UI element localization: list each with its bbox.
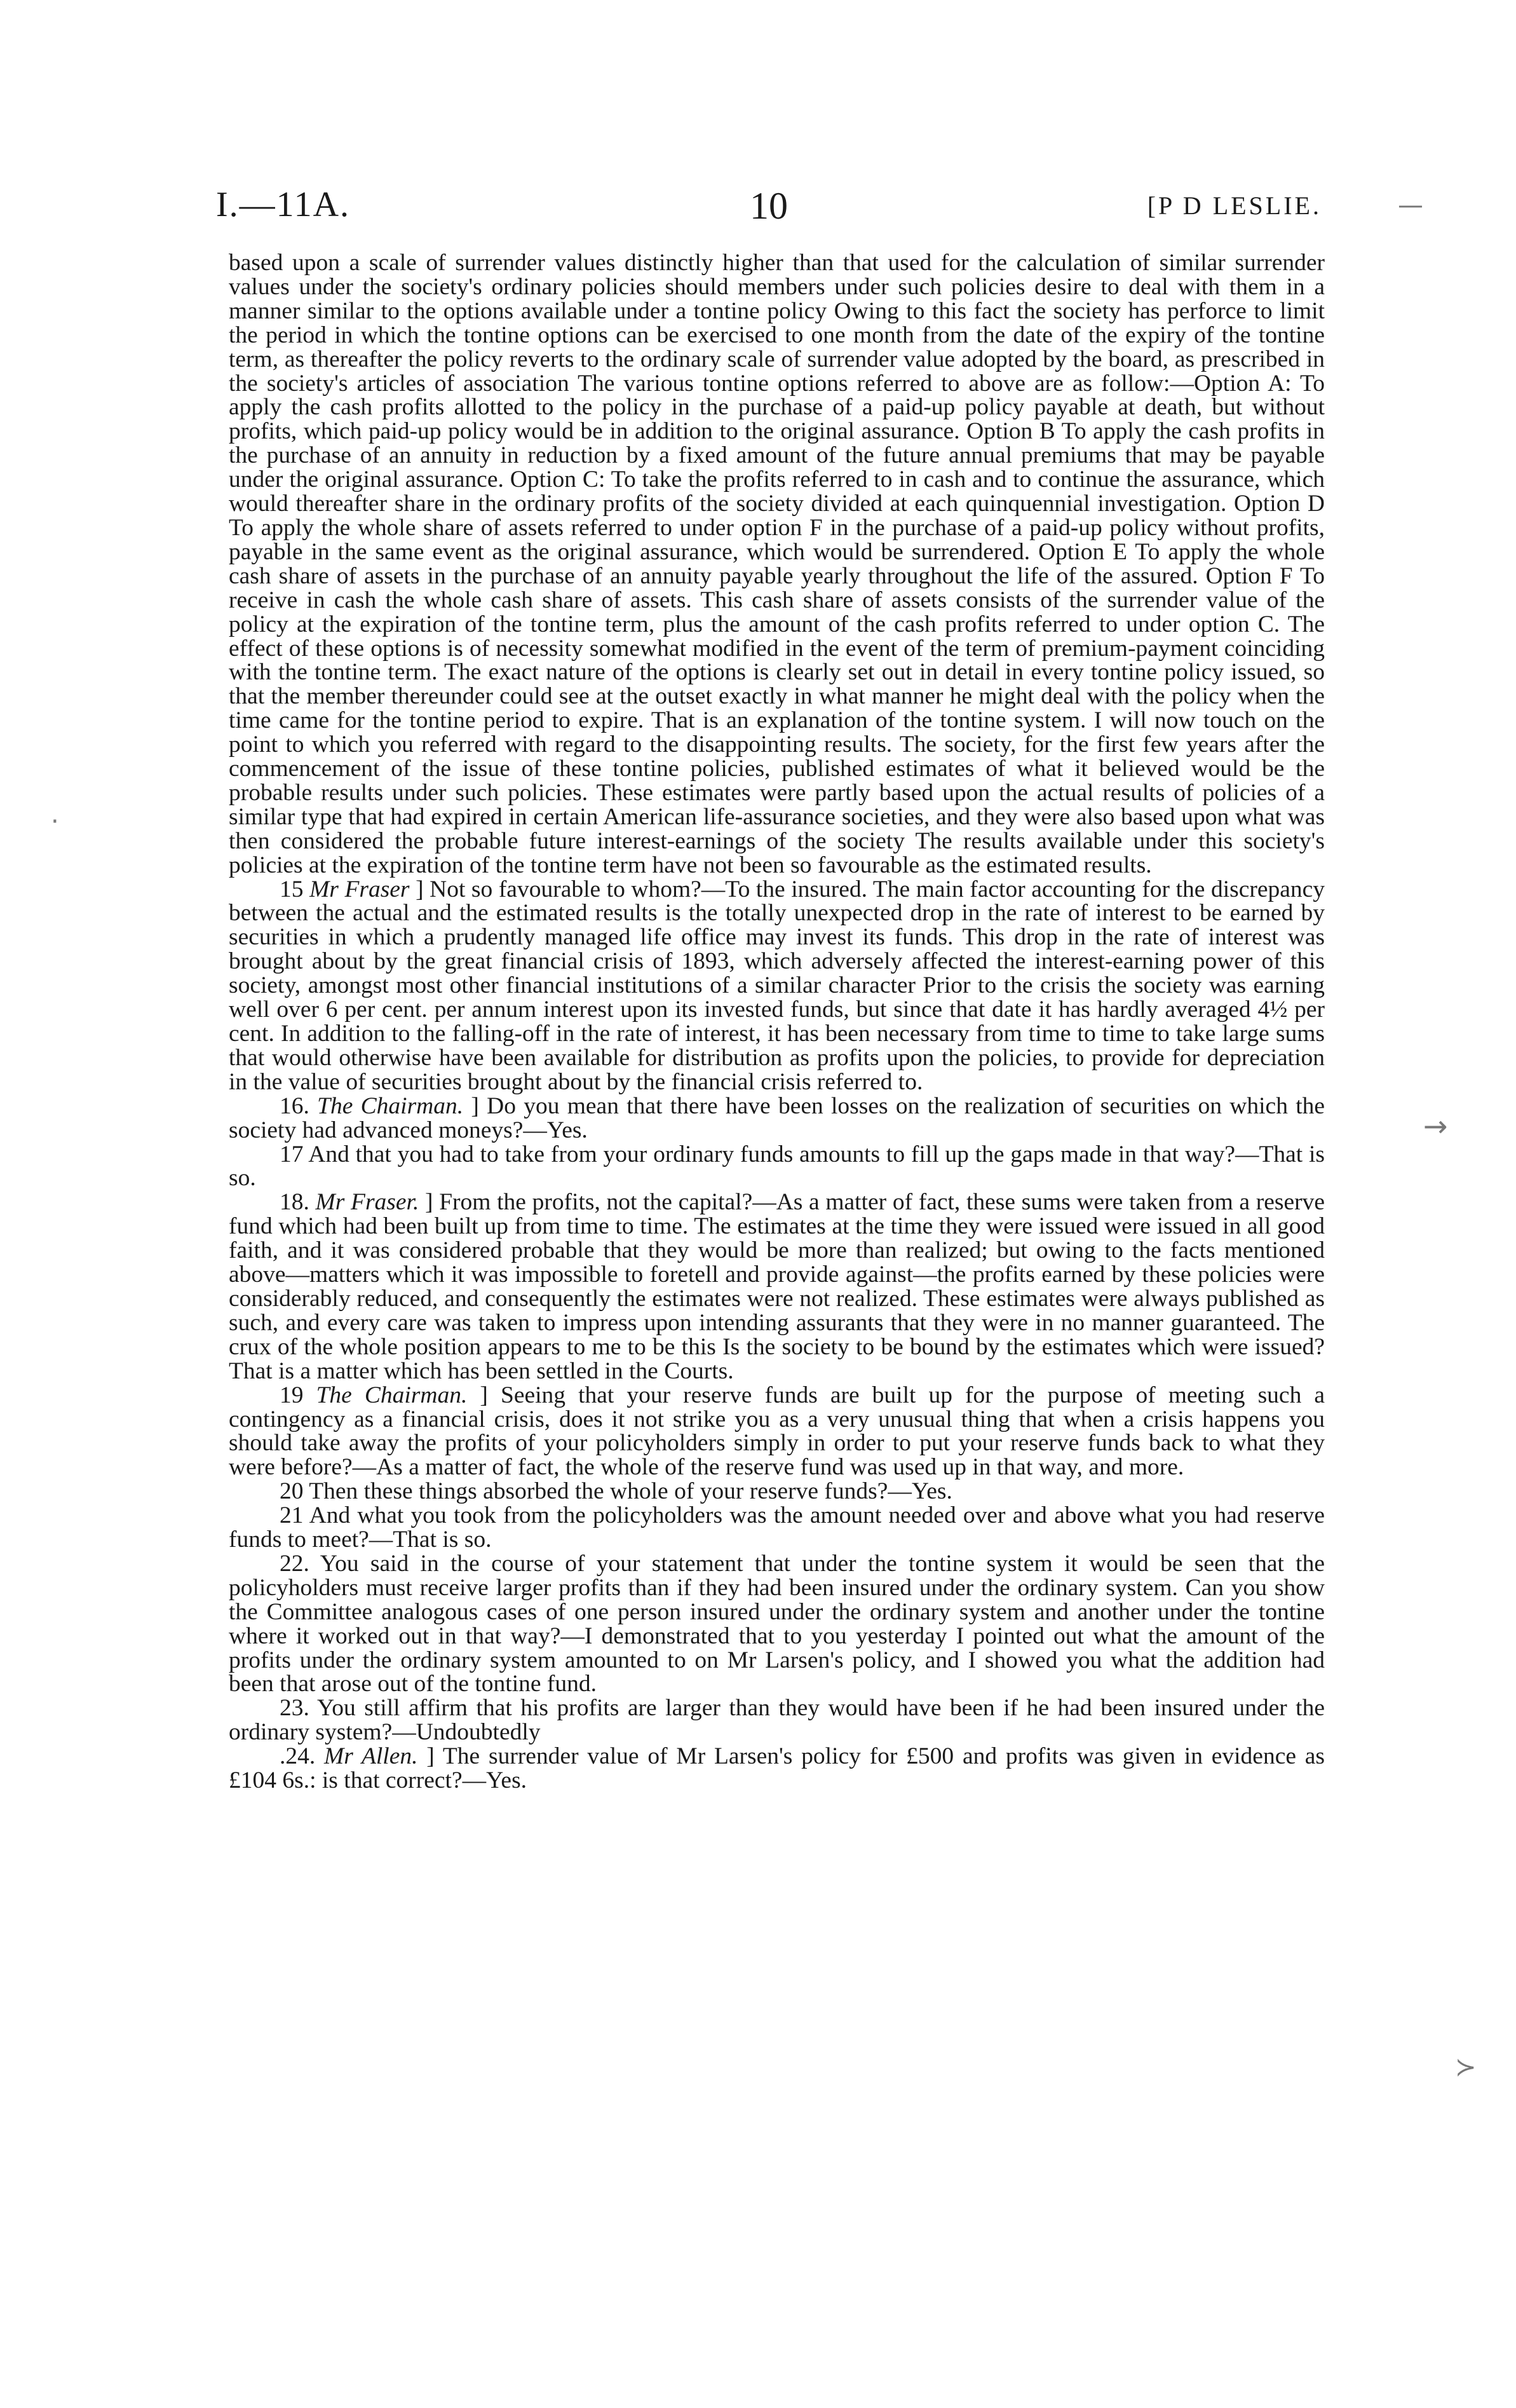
paragraph-text: based upon a scale of surrender values distinctly higher than that used for the calculation of similar surrender values under the society's ordinary policies should members under such policies desire to deal with them in a manner similar to the options available under a tontine policy Owing to this fact the society has perforce to limit the period in which the tontine options can be exercised to one month from the date of the expiry of the tontine term, as thereafter the policy reverts to the ordinary scale of surrender value adopted by the board, as prescribed in the society's articles of association The various tontine options referred to above are as follow:—Option A: To apply the cash profits allotted to the policy in the purchase of a paid-up policy payable at death, but without profits, which paid-up policy would be in addition to the original assurance. Option B To apply the cash profits in the purchase of an annuity in reduction by a fixed amount of the future annual premiums that may be payable under the original assurance. Option C: To take the profits referred to in cash and to continue the assurance, which would thereafter share in the ordinary profits of the society divided at each quinquennial investigation. Option D To apply the whole share of assets referred to under option F in the purchase of a paid-up policy without profits, payable in the same event as the original assurance, which would be surrendered. Option E To apply the whole cash share of assets in the purchase of an annuity payable yearly throughout the life of the assured. Option F To receive in cash the whole cash share of assets. This cash share of assets consists of the surrender value of the policy at the expiration of the tontine term, plus the amount of the cash profits referred to under option C. The effect of these options is of necessity somewhat modified in the event of the term of premium-payment coinciding with the tontine term. The exact nature of the options is clearly set out in detail in every tontine policy issued, so that the member thereunder could see at the outset exactly in what manner he might deal with the policy when the time came for the tontine period to expire. That is an explanation of the tontine system. I will now touch on the point to which you referred with regard to the disappointing results. The society, for the first few years after the commencement of the issue of these tontine policies, published estimates of what it believed would be the probable results under such policies. These estimates were partly based upon the actual results of policies of a similar type that had expired in certain American life-assurance societies, and they were also based upon what was then considered the probable future interest-earnings of the society The results available under this society's policies at the expiration of the tontine term have not been so favourable as the estimated results. bbox=[229, 250, 1325, 878]
speaker: The Chairman. bbox=[316, 1382, 468, 1408]
paragraph bbox=[229, 1745, 1325, 1793]
paragraph-text: And what you took from the policyholders was the amount needed over and above what you had reserve funds to meet?—That is so. bbox=[229, 1502, 1325, 1553]
paragraph bbox=[229, 1552, 1325, 1696]
paragraph-text: ] Seeing that your reserve funds are built up for the purpose of meeting such a contingency as a financial crisis, does it not strike you as a very unusual thing that when a crisis happens you should take away the profits of your policyholders simply in order to put your reserve funds back to what they were before?—As a matter of fact, the whole of the reserve fund was used up in that way, and more. bbox=[229, 1382, 1325, 1481]
margin-mark: · bbox=[51, 807, 59, 836]
paragraph bbox=[229, 1190, 1325, 1383]
page-number: 10 bbox=[750, 185, 788, 227]
paragraph-text: You still affirm that his profits are larger than they would have been if he had been insured under the ordinary system?—Undoubtedly bbox=[229, 1695, 1325, 1746]
page-header bbox=[216, 184, 1322, 235]
paragraph-text: ] From the profits, not the capital?—As a matter of fact, these sums were taken from a reserve fund which had been built up from time to time. The estimates at the time they were issued were issued in all good faith, and it was considered probable that they would be more than realized; but owing to the facts mentioned above—matters which it was impossible to foretell and provide against—the profits earned by these policies were considerably reduced, and consequently the estimates were not realized. These estimates were always published as such, and every care was taken to impress upon intending assurants that they were in no manner guaranteed. The crux of the whole position appears to me to be this Is the society to be bound by the estimates which were issued? That is a matter which has been settled in the Courts. bbox=[229, 1189, 1325, 1384]
paragraph bbox=[229, 1384, 1325, 1480]
question-number: 15 bbox=[280, 876, 304, 902]
paragraph bbox=[229, 1143, 1325, 1191]
paragraph bbox=[229, 1696, 1325, 1745]
speaker: Mr Fraser bbox=[309, 876, 410, 902]
witness-name: [P D LESLIE. bbox=[1147, 191, 1322, 220]
speaker: The Chairman. bbox=[317, 1092, 464, 1119]
question-number: .24. bbox=[280, 1743, 316, 1770]
paragraph-text: And that you had to take from your ordinary funds amounts to fill up the gaps made in that way?—That is so. bbox=[229, 1141, 1325, 1192]
speaker: Mr Allen. bbox=[324, 1743, 418, 1770]
paragraph-text: Then these things absorbed the whole of your reserve funds?—Yes. bbox=[309, 1478, 952, 1505]
paragraph bbox=[229, 878, 1325, 1094]
margin-mark: ≻ bbox=[1455, 2053, 1477, 2082]
paragraph-text: You said in the course of your statement that under the tontine system it would be seen that the policyholders must receive larger profits than if they had been insured under the ordinary system. Can you show the Committee analogous cases of one person insured under the ordinary system and another under the tontine where it worked out in that way?—I demonstrated that to you yesterday I pointed out what the amount of the profits under the ordinary system amounted to on Mr Larsen's policy, and I showed you what the addition had been that arose out of the tontine fund. bbox=[229, 1550, 1325, 1697]
speaker: Mr Fraser. bbox=[315, 1189, 419, 1216]
body-text bbox=[229, 251, 1325, 1793]
margin-mark: — bbox=[1398, 191, 1423, 220]
paragraph bbox=[229, 251, 1325, 878]
paragraph-text: ] The surrender value of Mr Larsen's policy for £500 and profits was given in evidence as £104 6s.: is that correct?—Yes. bbox=[229, 1743, 1325, 1794]
question-number: 16. bbox=[280, 1092, 309, 1119]
question-number: 23. bbox=[280, 1695, 309, 1722]
question-number: 17 bbox=[280, 1141, 304, 1167]
question-number: 20 bbox=[280, 1478, 304, 1505]
question-number: 22. bbox=[280, 1550, 309, 1577]
paragraph bbox=[229, 1479, 1325, 1504]
paragraph-text: ] Do you mean that there have been losses on the realization of securities on which the society had advanced moneys?—Yes. bbox=[229, 1092, 1325, 1143]
question-number: 21 bbox=[280, 1502, 304, 1529]
margin-mark: → bbox=[1423, 1109, 1448, 1143]
question-number: 18. bbox=[280, 1189, 309, 1216]
question-number: 19 bbox=[280, 1382, 304, 1408]
series-number: I.—11A. bbox=[216, 185, 351, 224]
paragraph-text: ] Not so favourable to whom?—To the insured. The main factor accounting for the discrepancy between the actual and the estimated results is the totally unexpected drop in the rate of interest to be earned by securities in which a prudently managed life office may invest its funds. This drop in the rate of interest was brought about by the great financial crisis of 1893, which adversely affected the interest-earning power of this society, amongst most other financial institutions of a similar character Prior to the crisis the society was earning well over 6 per cent. per annum interest upon its invested funds, but since that date it has hardly averaged 4½ per cent. In addition to the falling-off in the rate of interest, it has been necessary from time to time to take large sums that would otherwise have been available for distribution as profits upon the policies, to provide for depreciation in the value of securities brought about by the financial crisis referred to. bbox=[229, 876, 1325, 1095]
paragraph bbox=[229, 1504, 1325, 1552]
paragraph bbox=[229, 1094, 1325, 1143]
